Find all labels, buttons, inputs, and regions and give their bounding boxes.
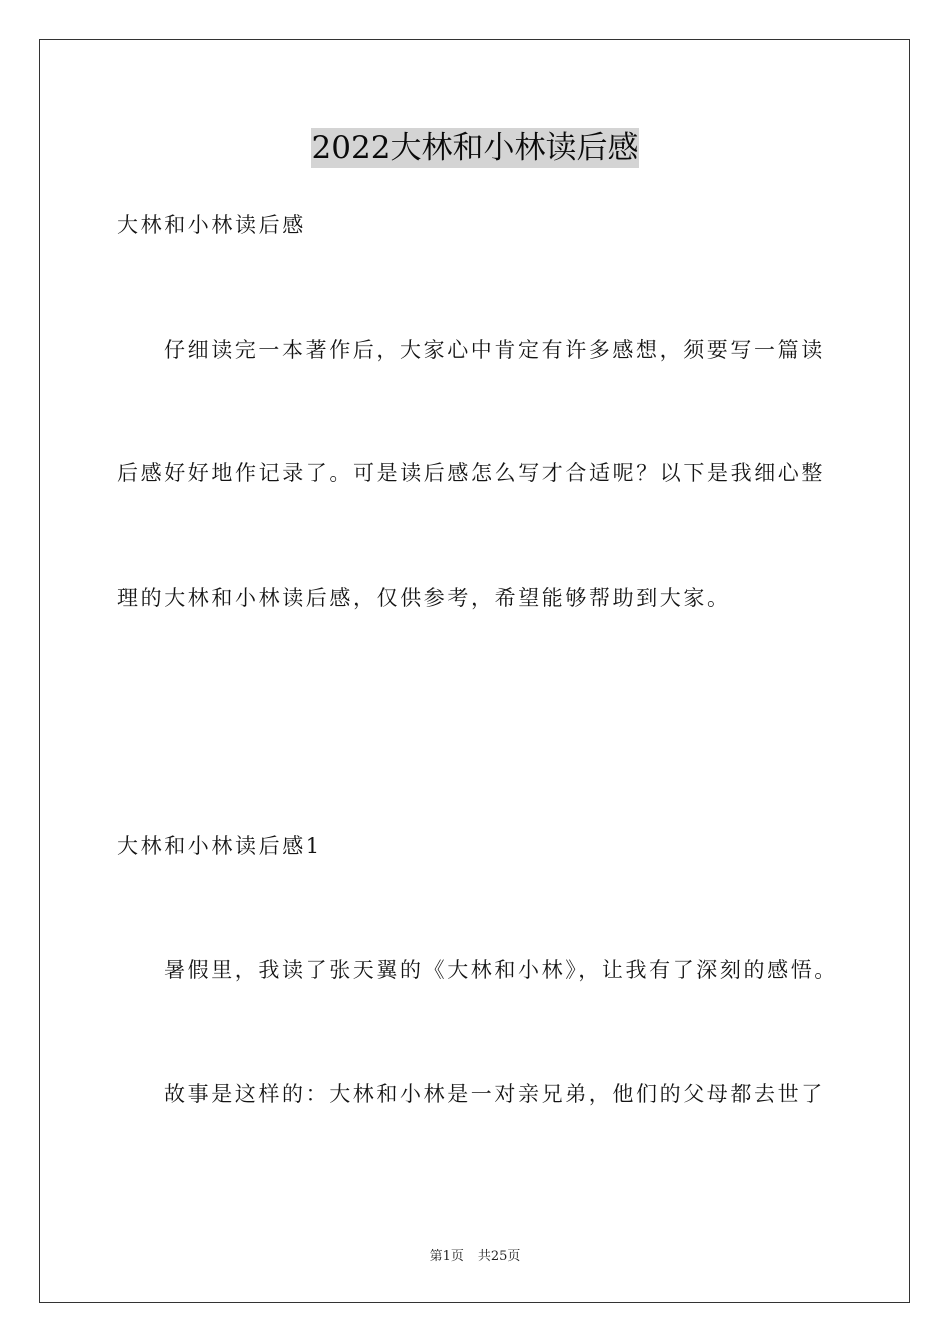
section1-line-1: 暑假里，我读了张天翼的《大林和小林》，让我有了深刻的感悟。 <box>164 958 838 982</box>
intro-line-1: 仔细读完一本著作后，大家心中肯定有许多感想，须要写一篇读 <box>164 338 825 362</box>
page-footer <box>0 1248 950 1266</box>
intro-line-3: 理的大林和小林读后感，仅供参考，希望能够帮助到大家。 <box>117 586 731 610</box>
document-subtitle: 大林和小林读后感 <box>117 213 306 237</box>
section1-line-2: 故事是这样的：大林和小林是一对亲兄弟，他们的父母都去世了 <box>164 1082 825 1106</box>
page-number-current: 第1页 <box>429 1249 464 1264</box>
document-title: 2022大林和小林读后感 <box>311 130 639 166</box>
page-number-total: 共25页 <box>477 1249 521 1264</box>
intro-line-2: 后感好好地作记录了。可是读后感怎么写才合适呢？以下是我细心整 <box>117 461 825 485</box>
section1-heading: 大林和小林读后感1 <box>117 834 322 858</box>
title-container <box>0 128 950 168</box>
